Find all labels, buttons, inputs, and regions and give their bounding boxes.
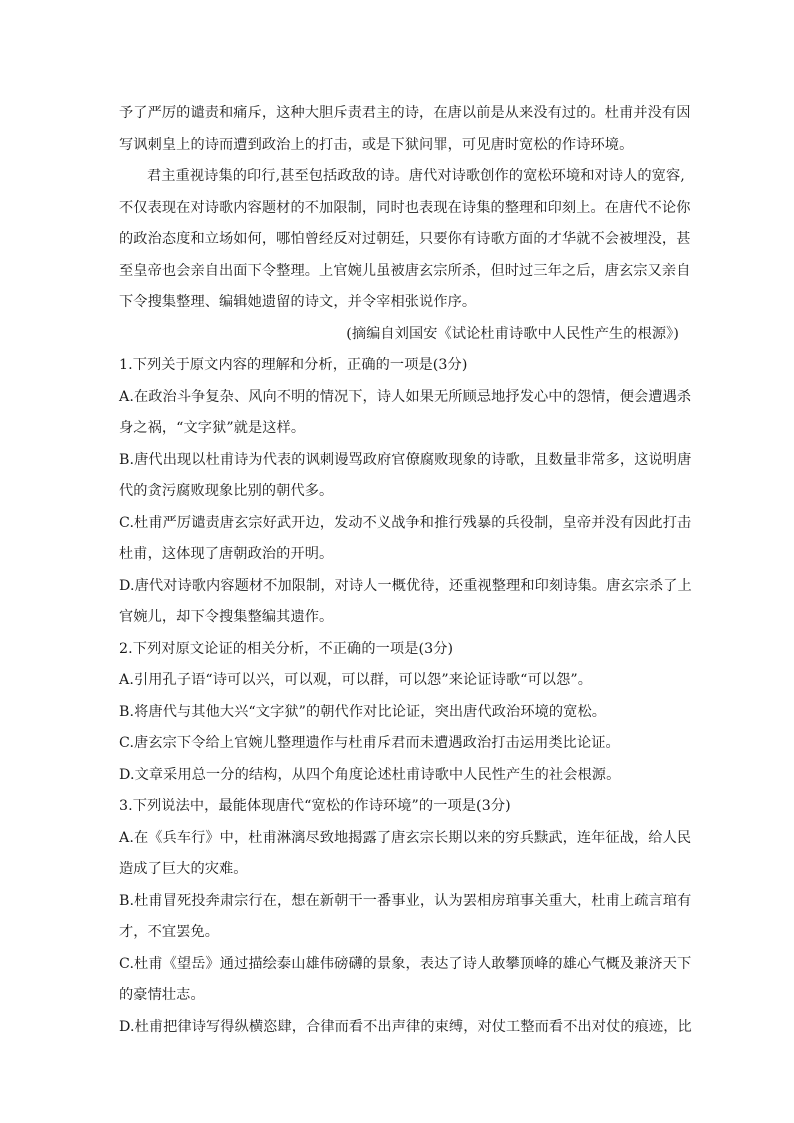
question-1-option-a-cont: 身之祸，“文字狱”就是这样。 — [119, 420, 306, 436]
passage-line: 的政治态度和立场如何，哪怕曾经反对过朝廷，只要你有诗歌方面的才华就不会被埋没，甚 — [119, 231, 691, 247]
passage-line: 下令搜集整理、编辑她遗留的诗文，并令宰相张说作序。 — [119, 294, 477, 310]
passage-line: 至皇帝也会亲自出面下令整理。上官婉儿虽被唐玄宗所杀，但时过三年之后，唐玄宗又亲自 — [119, 262, 691, 279]
question-1-option-a: A.在政治斗争复杂、风向不明的情况下，诗人如果无所顾忌地抒发心中的怨情，便会遭遇杀 — [119, 388, 692, 405]
question-1-option-d-cont: 官婉儿，却下令搜集整编其遗作。 — [119, 609, 334, 625]
question-2-option-c: C.唐玄宗下令给上官婉儿整理遗作与杜甫斥君而未遭遇政治打击运用类比论证。 — [119, 735, 620, 751]
question-3-option-c-cont: 的豪情壮志。 — [119, 987, 205, 1003]
question-2-option-d: D.文章采用总一分的结构，从四个角度论述杜甫诗歌中人民性产生的社会根源。 — [119, 766, 621, 783]
question-1-option-b-cont: 代的贪污腐败现象比别的朝代多。 — [119, 483, 334, 499]
question-1-stem: 1.下列关于原文内容的理解和分析，正确的一项是(3分) — [119, 357, 468, 373]
question-2-option-b: B.将唐代与其他大兴“文字狱”的朝代作对比论证，突出唐代政治环境的宽松。 — [119, 703, 607, 720]
document-page — [119, 98, 692, 1043]
question-3-stem: 3.下列说法中，最能体现唐代“宽松的作诗环境”的一项是(3分) — [119, 798, 511, 814]
passage-line: 君主重视诗集的印行,甚至包括政敌的诗。唐代对诗歌创作的宽松环境和对诗人的宽容, — [147, 168, 685, 184]
passage-line: 予了严厉的谴责和痛斥，这种大胆斥责君主的诗，在唐以前是从来没有过的。杜甫并没有因 — [119, 105, 691, 121]
question-3-option-b: B.杜甫冒死投奔肃宗行在，想在新朝干一番事业，认为罢相房琯事关重大，杜甫上疏言琯有 — [119, 892, 692, 909]
question-1-option-d: D.唐代对诗歌内容题材不加限制，对诗人一概优待，还重视整理和印刻诗集。唐玄宗杀了上 — [119, 577, 692, 594]
question-1-option-c: C.杜甫严厉谴责唐玄宗好武开边，发动不义战争和推行残暴的兵役制，皇帝并没有因此打击 — [119, 514, 692, 531]
question-3-option-a-cont: 造成了巨大的灾难。 — [119, 861, 248, 877]
source-citation: (摘编自刘国安《试论杜甫诗歌中人民性产生的根源》) — [346, 325, 679, 342]
question-1-option-c-cont: 杜甫，这体现了唐朝政治的开明。 — [119, 546, 334, 562]
question-3-option-d: D.杜甫把律诗写得纵横恣肆，合律而看不出声律的束缚，对仗工整而看不出对仗的痕迹，比 — [119, 1018, 692, 1035]
passage-line: 不仅表现在对诗歌内容题材的不加限制，同时也表现在诗集的整理和印刻上。在唐代不论你 — [119, 199, 691, 216]
question-3-option-c: C.杜甫《望岳》通过描绘泰山雄伟磅礴的景象，表达了诗人敢攀顶峰的雄心气概及兼济天下 — [119, 955, 692, 972]
question-1-option-b: B.唐代出现以杜甫诗为代表的讽刺谩骂政府官僚腐败现象的诗歌，且数量非常多，这说明唐 — [119, 451, 692, 468]
question-2-stem: 2.下列对原文论证的相关分析，不正确的一项是(3分) — [119, 640, 454, 657]
question-2-option-a: A.引用孔子语“诗可以兴，可以观，可以群，可以怨”来论证诗歌“可以怨”。 — [119, 672, 592, 688]
question-3-option-b-cont: 才，不宜罢免。 — [119, 924, 220, 940]
question-3-option-a: A.在《兵车行》中，杜甫淋漓尽致地揭露了唐玄宗长期以来的穷兵黩武，连年征战，给人民 — [119, 829, 692, 846]
passage-line: 写讽刺皇上的诗而遭到政治上的打击，或是下狱问罪，可见唐时宽松的作诗环境。 — [119, 136, 634, 153]
